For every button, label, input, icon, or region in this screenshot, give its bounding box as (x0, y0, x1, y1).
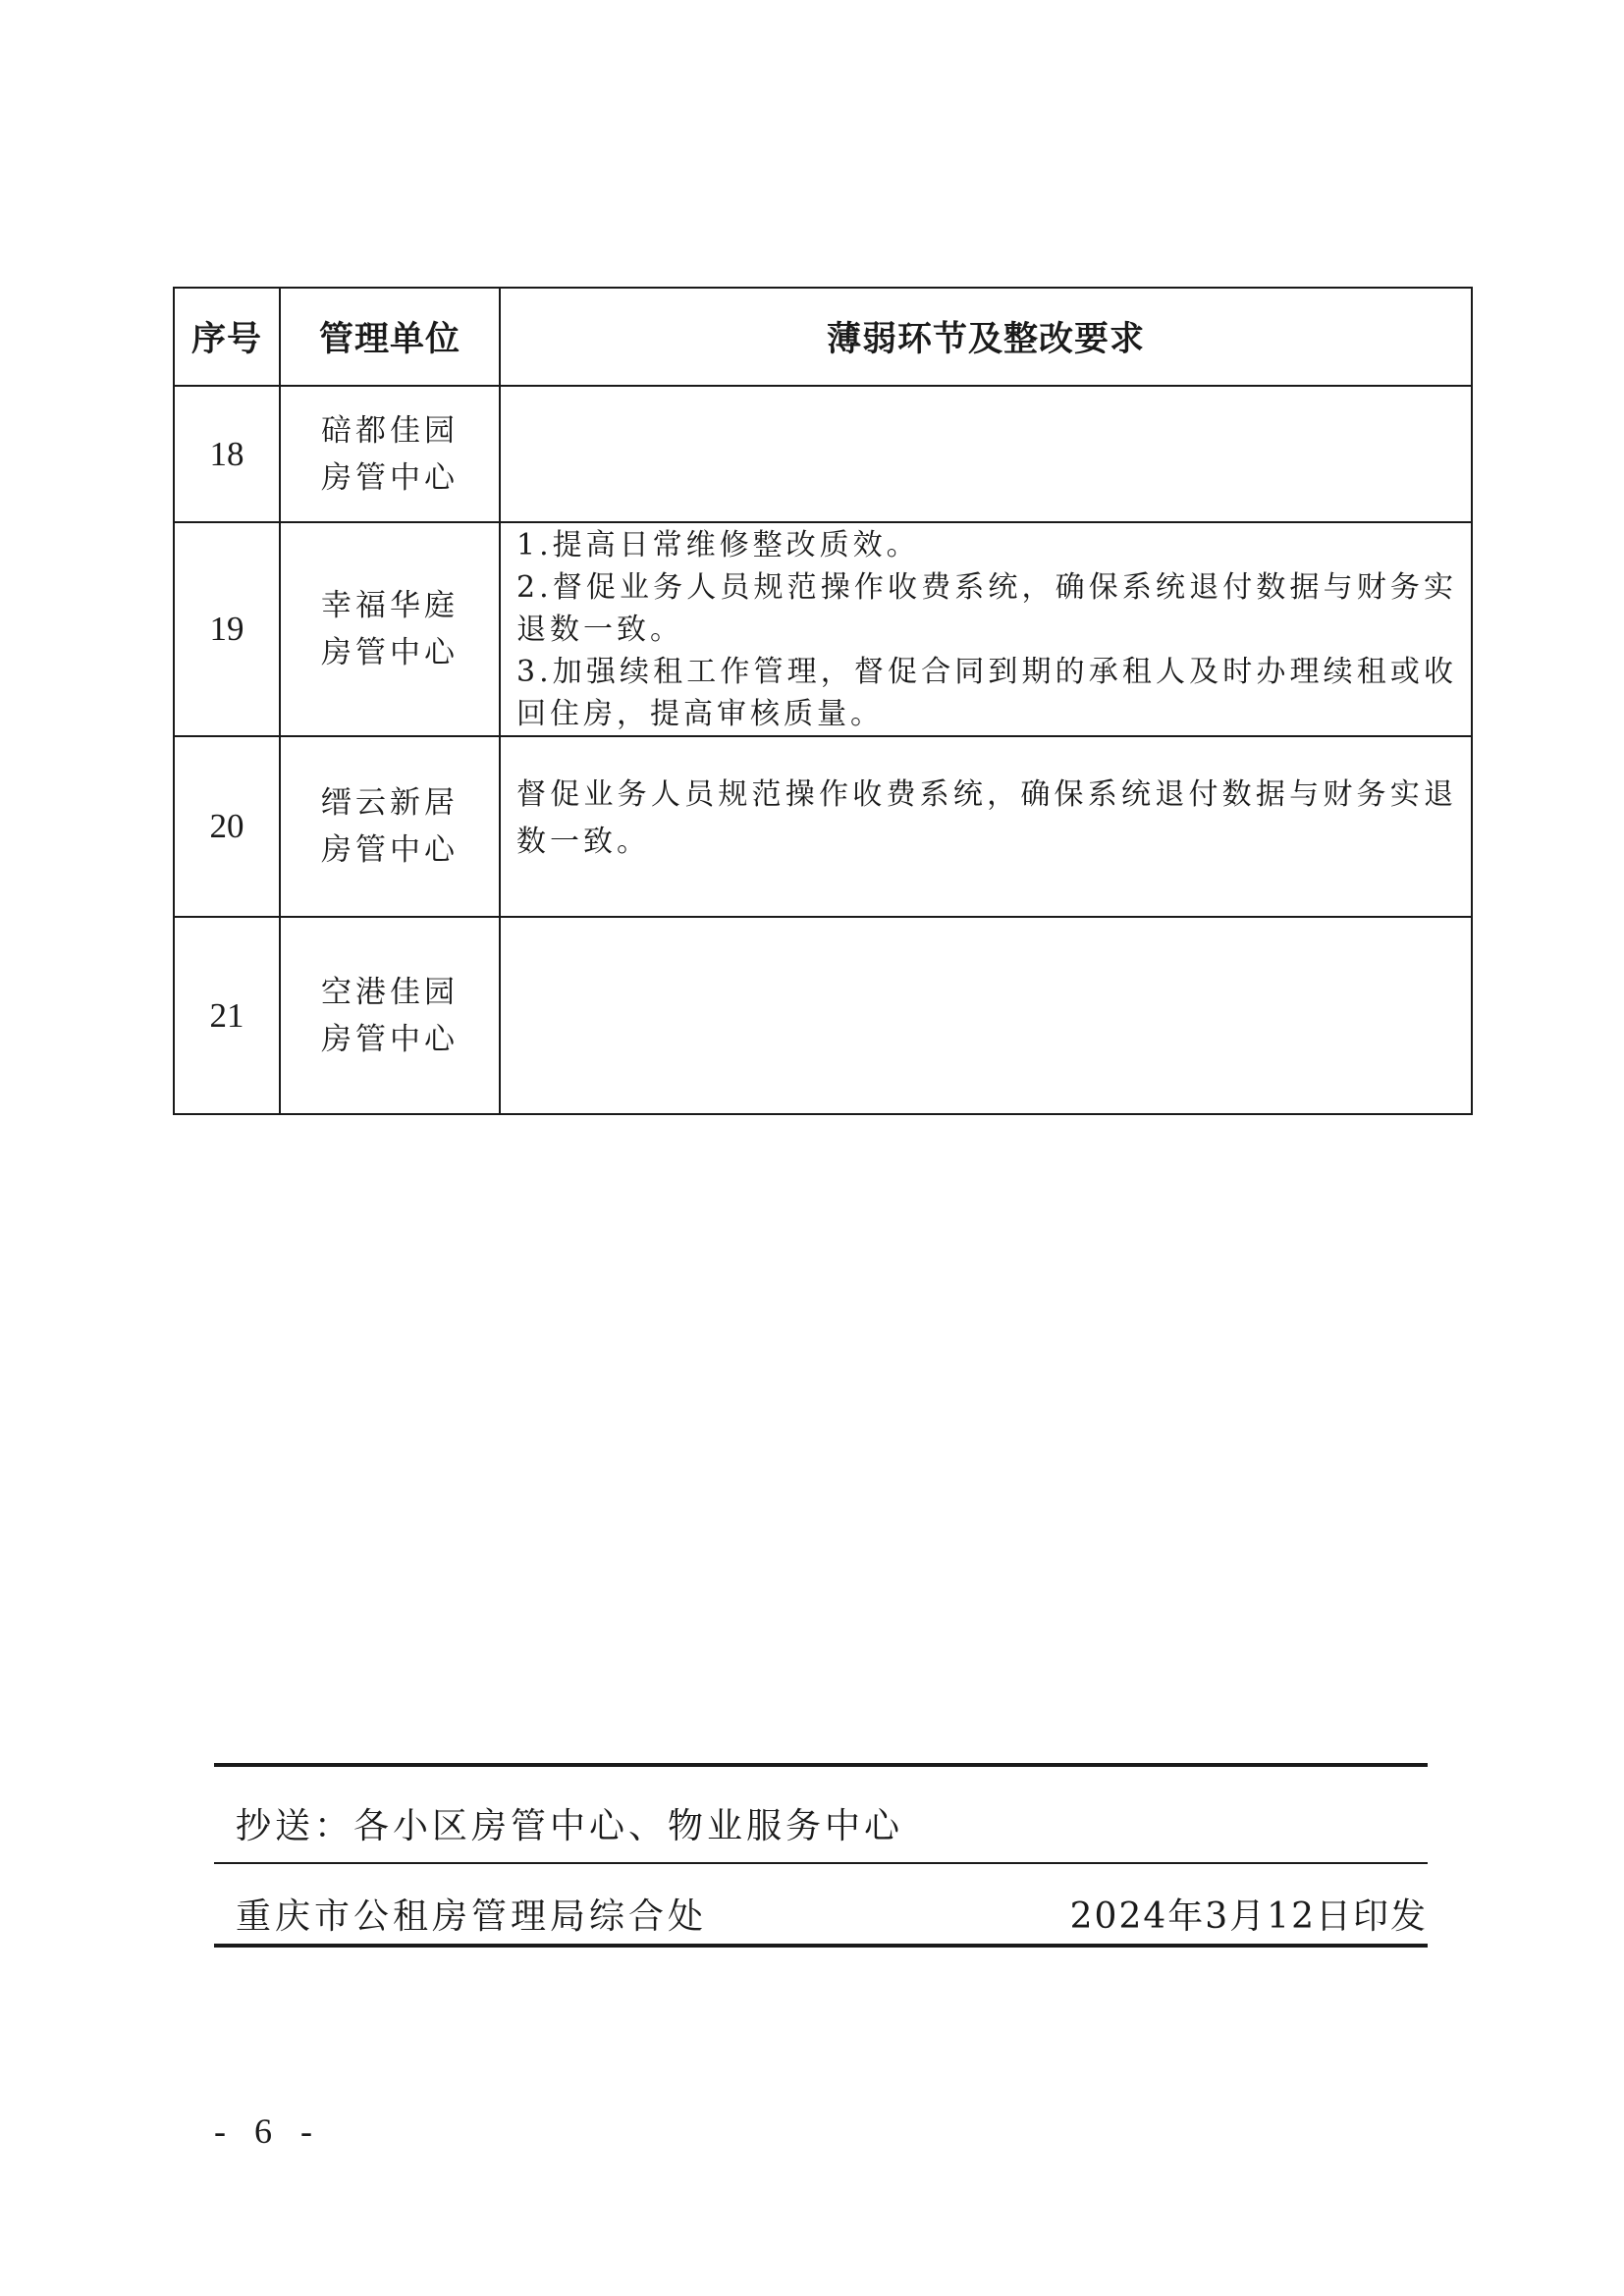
table-header-row (174, 288, 1472, 386)
unit-name: 幸福华庭 (321, 588, 459, 623)
row-management-unit (280, 736, 500, 917)
unit-type: 房管中心 (321, 1021, 459, 1057)
row-management-unit (280, 917, 500, 1114)
row-requirements (500, 386, 1472, 522)
unit-type: 房管中心 (321, 635, 459, 670)
issuer: 重庆市公租房管理局综合处 (236, 1896, 708, 1937)
unit-type: 房管中心 (321, 459, 459, 496)
row-serial-number: 18 (174, 386, 280, 522)
unit-name: 碚都佳园 (321, 412, 459, 449)
distribution-middle-rule (214, 1862, 1428, 1864)
row-serial-number: 19 (174, 522, 280, 736)
row-management-unit (280, 522, 500, 736)
rectification-table (173, 287, 1473, 1115)
unit-type: 房管中心 (321, 832, 459, 868)
header-serial-number: 序号 (174, 288, 280, 386)
header-weak-links-requirements: 薄弱环节及整改要求 (500, 288, 1472, 386)
table-row (174, 386, 1472, 522)
table-row (174, 917, 1472, 1114)
header-management-unit: 管理单位 (280, 288, 500, 386)
row-serial-number: 21 (174, 917, 280, 1114)
requirement-item: 督促业务人员规范操作收费系统，确保系统退付数据与财务实退数一致。 (516, 777, 1457, 859)
table-row (174, 522, 1472, 736)
cc-line: 抄送：各小区房管中心、物业服务中心 (236, 1806, 904, 1846)
distribution-bottom-rule (214, 1944, 1428, 1948)
distribution-top-rule (214, 1763, 1428, 1767)
unit-name: 空港佳园 (321, 974, 459, 1010)
requirement-item: 1.提高日常维修整改质效。 (516, 528, 920, 562)
row-serial-number: 20 (174, 736, 280, 917)
row-requirements (500, 522, 1472, 736)
issue-date: 2024年3月12日印发 (1069, 1896, 1428, 1937)
row-requirements (500, 736, 1472, 917)
page-number: - 6 - (214, 2111, 322, 2151)
unit-name: 缙云新居 (321, 785, 459, 821)
table-row (174, 736, 1472, 917)
requirement-item: 2.督促业务人员规范操作收费系统，确保系统退付数据与财务实退数一致。 (516, 570, 1457, 647)
row-requirements (500, 917, 1472, 1114)
row-management-unit (280, 386, 500, 522)
requirement-item: 3.加强续租工作管理，督促合同到期的承租人及时办理续租或收回住房，提高审核质量。 (516, 655, 1457, 731)
